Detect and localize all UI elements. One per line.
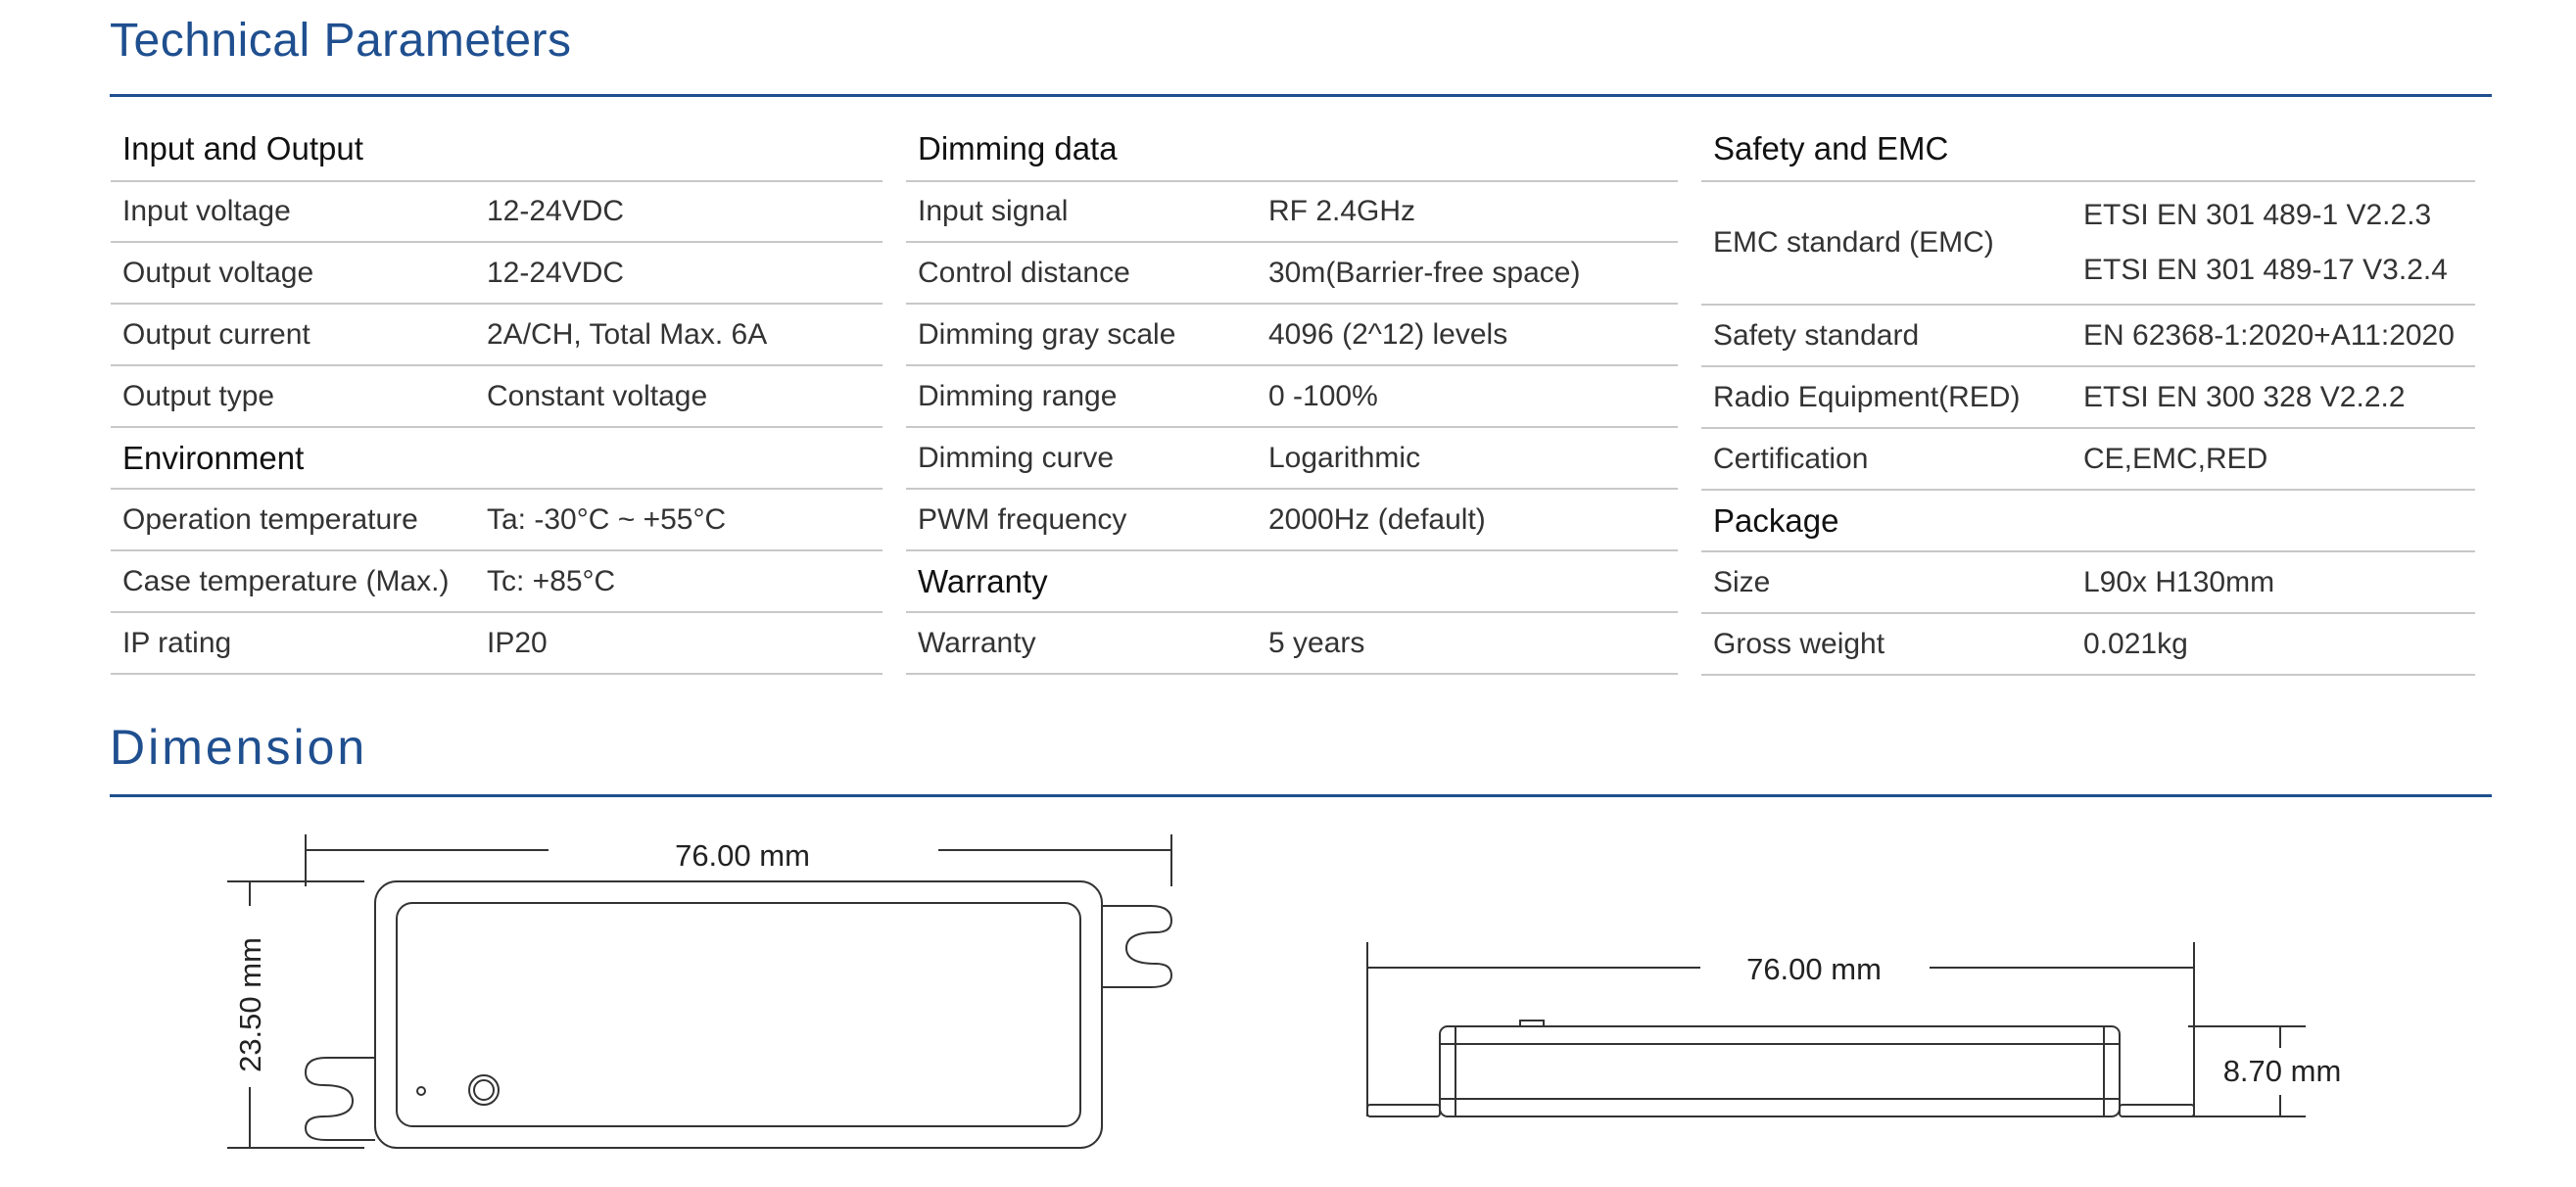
param-name: Dimming gray scale (918, 317, 1176, 351)
side-view-width-label: 76.00 mm (1746, 952, 1882, 986)
table-row (906, 366, 1678, 428)
param-value: ETSI EN 301 489-17 V3.2.4 (2083, 254, 2448, 286)
param-name: Dimming curve (918, 441, 1115, 474)
param-value: 2000Hz (default) (1268, 502, 1486, 536)
top-view-height-label: 23.50 mm (233, 937, 267, 1072)
section-divider (110, 794, 2492, 797)
table-row (906, 428, 1678, 490)
param-name: Certification (1713, 442, 1869, 475)
param-value: CE,EMC,RED (2083, 442, 2268, 475)
param-value: EN 62368-1:2020+A11:2020 (2083, 318, 2455, 352)
param-name: Safety standard (1713, 318, 1920, 352)
section-title-technical-parameters: Technical Parameters (110, 15, 572, 67)
top-view-width-label: 76.00 mm (675, 838, 810, 873)
table-heading: Dimming data (918, 130, 1118, 166)
param-value: Constant voltage (487, 379, 708, 412)
param-name: Size (1713, 565, 1771, 598)
param-value: 12-24VDC (487, 195, 625, 227)
param-value-group (2083, 199, 2448, 287)
table-safety-emc (1701, 118, 2475, 676)
param-value: RF 2.4GHz (1268, 195, 1416, 227)
param-name: Control distance (918, 256, 1130, 289)
param-value: Ta: -30°C ~ +55°C (487, 502, 727, 536)
top-view-drawing (0, 803, 1273, 1187)
param-name: Dimming range (918, 379, 1118, 412)
table-heading-row (906, 551, 1678, 613)
param-name: Input signal (918, 195, 1069, 227)
param-name: EMC standard (EMC) (1713, 226, 1994, 259)
table-row (906, 613, 1678, 675)
table-input-output (111, 118, 883, 675)
param-value: 5 years (1268, 626, 1365, 659)
table-heading-row (1701, 118, 2475, 182)
param-name: Gross weight (1713, 627, 1885, 660)
table-row (111, 243, 883, 305)
table-row (1701, 182, 2475, 306)
param-value: IP20 (487, 626, 548, 659)
table-heading-row (111, 428, 883, 490)
table-row (111, 490, 883, 551)
table-heading: Safety and EMC (1713, 130, 1949, 166)
param-value: Tc: +85°C (487, 564, 616, 597)
param-value: 30m(Barrier-free space) (1268, 256, 1581, 289)
table-row (906, 305, 1678, 366)
table-row (1701, 367, 2475, 429)
table-heading: Input and Output (122, 130, 363, 166)
side-view-drawing (1273, 921, 2576, 1187)
table-row (111, 182, 883, 243)
table-row (906, 490, 1678, 551)
table-heading: Package (1713, 501, 1839, 539)
table-row (906, 182, 1678, 243)
param-value: ETSI EN 301 489-1 V2.2.3 (2083, 199, 2432, 231)
param-value: 4096 (2^12) levels (1268, 317, 1508, 351)
param-name: Output type (122, 379, 275, 412)
param-value: 0.021kg (2083, 627, 2188, 660)
table-heading-row (111, 118, 883, 182)
table-row (1701, 614, 2475, 676)
table-row (1701, 306, 2475, 367)
param-name: Radio Equipment(RED) (1713, 380, 2021, 413)
table-row (111, 551, 883, 613)
table-row (111, 305, 883, 366)
param-name: Output current (122, 317, 310, 351)
param-name: IP rating (122, 626, 232, 659)
table-heading-row (906, 118, 1678, 182)
table-row (111, 366, 883, 428)
table-heading: Warranty (918, 562, 1048, 599)
param-name: Warranty (918, 626, 1036, 659)
param-name: PWM frequency (918, 502, 1127, 536)
param-name: Input voltage (122, 195, 291, 227)
side-view-height-label: 8.70 mm (2222, 1054, 2342, 1088)
table-heading-row (1701, 491, 2475, 552)
table-heading: Environment (122, 439, 305, 476)
param-value: 0 -100% (1268, 379, 1378, 412)
table-row (111, 613, 883, 675)
table-dimming-data (906, 118, 1678, 675)
param-value: 12-24VDC (487, 256, 625, 289)
param-name: Operation temperature (122, 502, 418, 536)
table-row (1701, 552, 2475, 614)
param-name: Case temperature (Max.) (122, 564, 450, 597)
param-name: Output voltage (122, 256, 314, 289)
section-title-dimension: Dimension (110, 720, 368, 775)
table-row (906, 243, 1678, 305)
table-row (1701, 429, 2475, 491)
param-value: ETSI EN 300 328 V2.2.2 (2083, 380, 2406, 413)
param-value: L90x H130mm (2083, 565, 2275, 598)
param-value: 2A/CH, Total Max. 6A (487, 317, 768, 351)
section-divider (110, 94, 2492, 97)
param-value: Logarithmic (1268, 441, 1421, 474)
